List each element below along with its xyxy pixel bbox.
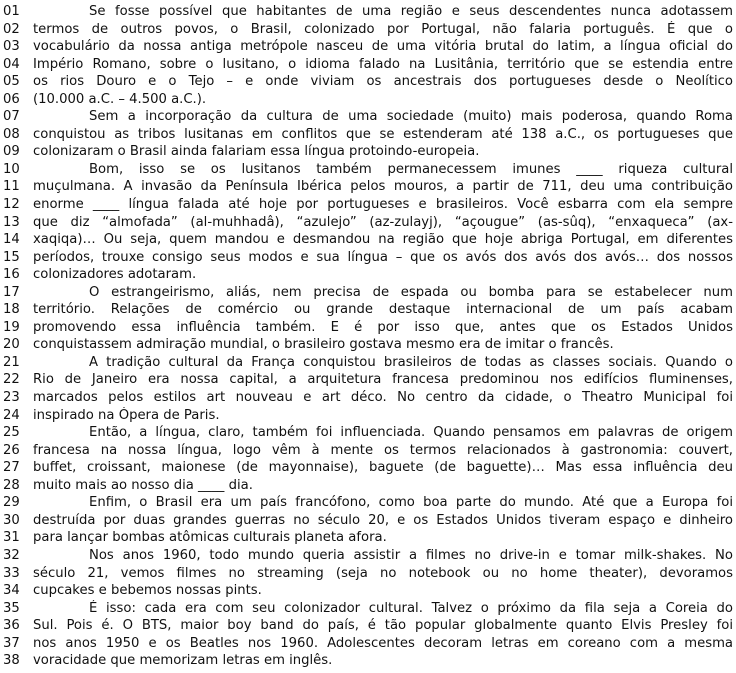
line-text: conquistassem admiração mundial, o brasileiro gostava mesmo era de imitar o francês. — [33, 337, 614, 353]
text-line — [0, 424, 736, 442]
text-line — [0, 126, 736, 144]
text-line — [0, 319, 736, 337]
line-number: 11 — [3, 179, 20, 195]
line-text: Enfim, o Brasil era um país francófono, como boa parte do mundo. Até que a Europa foi — [89, 495, 733, 511]
line-number: 20 — [3, 337, 20, 353]
text-line — [0, 442, 736, 460]
text-line — [0, 108, 736, 126]
line-number: 18 — [3, 302, 20, 318]
text-line — [0, 547, 736, 565]
line-number: 29 — [3, 495, 20, 511]
line-text: Nos anos 1960, todo mundo queria assistir a filmes no drive-in e tomar milk-shakes. No — [89, 547, 733, 563]
line-number: 03 — [3, 39, 20, 55]
line-text: os rios Douro e o Tejo – e onde viviam os ancestrais dos portugueses desde o Neolítico — [33, 74, 733, 90]
line-number: 05 — [3, 74, 20, 90]
line-number: 32 — [3, 547, 20, 563]
line-text: Então, a língua, claro, também foi influenciada. Quando pensamos em palavras de origem — [89, 425, 733, 441]
text-line — [0, 284, 736, 302]
line-number: 21 — [3, 354, 20, 370]
text-line — [0, 494, 736, 512]
text-line — [0, 512, 736, 530]
line-text: xaqiqa)… Ou seja, quem mandou e desmandou na região que hoje abriga Portugal, em diferentes — [33, 232, 733, 248]
line-number: 04 — [3, 56, 20, 72]
line-text: Se fosse possível que habitantes de uma região e seus descendentes nunca adotassem — [89, 4, 733, 19]
text-line — [0, 161, 736, 179]
line-text: Império Romano, sobre o lusitano, o idioma falado na Lusitânia, território que se estendia entre — [33, 56, 733, 72]
text-line — [0, 3, 736, 21]
line-text: períodos, trouxe consigo seus modos e sua língua – que os avós dos avós dos avós… dos nossos — [33, 249, 733, 265]
line-number: 28 — [3, 477, 20, 493]
line-text: O estrangeirismo, aliás, nem precisa de espada ou bomba para se estabelecer num — [89, 284, 733, 300]
text-line — [0, 178, 736, 196]
line-text: destruída por duas grandes guerras no século 20, e os Estados Unidos tiveram espaço e dinheiro — [33, 512, 733, 528]
line-number: 19 — [3, 319, 20, 335]
text-line — [0, 56, 736, 74]
line-number: 26 — [3, 442, 20, 458]
line-number: 24 — [3, 407, 20, 423]
line-text: buffet, croissant, maionese (de mayonnaise), baguete (de baguette)… Mas essa influência deu — [33, 460, 733, 476]
line-text: francesa na nossa língua, logo vêm à mente os termos relacionados à gastronomia: couvert, — [33, 442, 733, 458]
text-line — [0, 301, 736, 319]
line-text: termos de outros povos, o Brasil, colonizado por Portugal, não falaria português. É que o — [33, 21, 733, 37]
text-line — [0, 459, 736, 477]
text-line — [0, 143, 736, 161]
line-text: Sul. Pois é. O BTS, maior boy band do país, é tão popular globalmente quanto Elvis Presley foi — [33, 618, 733, 634]
line-text: promovendo essa influência também. E é por isso que, antes que os Estados Unidos — [33, 319, 733, 335]
line-number: 27 — [3, 460, 20, 476]
line-text: muito mais ao nosso dia ____ dia. — [33, 477, 253, 493]
text-line — [0, 371, 736, 389]
text-line — [0, 354, 736, 372]
text-line — [0, 652, 736, 670]
text-line — [0, 407, 736, 425]
line-number: 17 — [3, 284, 20, 300]
text-line — [0, 73, 736, 91]
line-text: inspirado na Ópera de Paris. — [33, 407, 220, 423]
line-text: para lançar bombas atômicas culturais planeta afora. — [33, 530, 387, 546]
line-text: colonizaram o Brasil ainda falariam essa língua protoindo-europeia. — [33, 144, 480, 160]
line-text: território. Relações de comércio ou grande destaque internacional de um país acabam — [33, 302, 733, 318]
text-line — [0, 565, 736, 583]
text-line — [0, 336, 736, 354]
line-number: 30 — [3, 512, 20, 528]
text-line — [0, 196, 736, 214]
line-number: 34 — [3, 583, 20, 599]
text-line — [0, 600, 736, 618]
line-number: 14 — [3, 232, 20, 248]
line-number: 07 — [3, 109, 20, 125]
text-line — [0, 389, 736, 407]
line-text: A tradição cultural da França conquistou brasileiros de todas as classes sociais. Quando o — [89, 354, 733, 370]
line-number: 09 — [3, 144, 20, 160]
line-number: 01 — [3, 4, 20, 19]
text-line — [0, 21, 736, 39]
line-text: Rio de Janeiro era nossa capital, a arquitetura francesa predominou nos edifícios fluminenses, — [33, 372, 733, 388]
text-line — [0, 249, 736, 267]
line-number: 23 — [3, 390, 20, 406]
line-text: nos anos 1950 e os Beatles nos 1960. Adolescentes decoram letras em coreano com a mesma — [33, 635, 733, 651]
line-text: cupcakes e bebemos nossas pints. — [33, 583, 262, 599]
text-line — [0, 635, 736, 653]
line-text: voracidade que memorizam letras em inglês. — [33, 653, 333, 669]
line-number: 36 — [3, 618, 20, 634]
line-number: 13 — [3, 214, 20, 230]
line-number: 35 — [3, 600, 20, 616]
line-text: enorme ____ língua falada até hoje por portugueses e brasileiros. Você esbarra com ela sempre — [33, 197, 733, 213]
line-text: que diz “almofada” (al-muhhadâ), “azulejo” (az-zulayj), “açougue” (as-sûq), “enxaqueca” (ax- — [33, 214, 733, 230]
line-number: 31 — [3, 530, 20, 546]
line-text: muçulmana. A invasão da Península Ibérica pelos mouros, a partir de 711, deu uma contribuição — [33, 179, 733, 195]
line-number: 22 — [3, 372, 20, 388]
line-text: Sem a incorporação da cultura de uma sociedade (muito) mais poderosa, quando Roma — [89, 109, 733, 125]
line-text: vocabulário da nossa antiga metrópole nasceu de uma vitória brutal do latim, a língua oficial do — [33, 39, 733, 55]
line-text: (10.000 a.C. – 4.500 a.C.). — [33, 91, 207, 107]
line-number: 06 — [3, 91, 20, 107]
text-line — [0, 91, 736, 109]
line-text: colonizadores adotaram. — [33, 267, 197, 283]
line-number: 16 — [3, 267, 20, 283]
line-text: É isso: cada era com seu colonizador cultural. Talvez o próximo da fila seja a Coreia do — [89, 600, 733, 616]
text-line — [0, 529, 736, 547]
line-text: século 21, vemos filmes no streaming (seja no notebook ou no home theater), devoramos — [33, 565, 733, 581]
line-number: 37 — [3, 635, 20, 651]
line-number: 25 — [3, 425, 20, 441]
line-number: 38 — [3, 653, 20, 669]
line-text: conquistou as tribos lusitanas em conflitos que se estenderam até 138 a.C., os portugueses que — [33, 126, 733, 142]
line-number: 02 — [3, 21, 20, 37]
line-number: 10 — [3, 161, 20, 177]
text-line — [0, 214, 736, 232]
line-number: 08 — [3, 126, 20, 142]
line-number: 15 — [3, 249, 20, 265]
text-line — [0, 231, 736, 249]
text-line — [0, 477, 736, 495]
line-number: 12 — [3, 197, 20, 213]
text-line — [0, 266, 736, 284]
line-text: marcados pelos estilos art nouveau e art déco. No centro da cidade, o Theatro Municipal foi — [33, 390, 733, 406]
text-line — [0, 617, 736, 635]
text-line — [0, 38, 736, 56]
text-line — [0, 582, 736, 600]
line-text: Bom, isso se os lusitanos também permanecessem imunes ____ riqueza cultural — [89, 161, 733, 177]
line-number: 33 — [3, 565, 20, 581]
